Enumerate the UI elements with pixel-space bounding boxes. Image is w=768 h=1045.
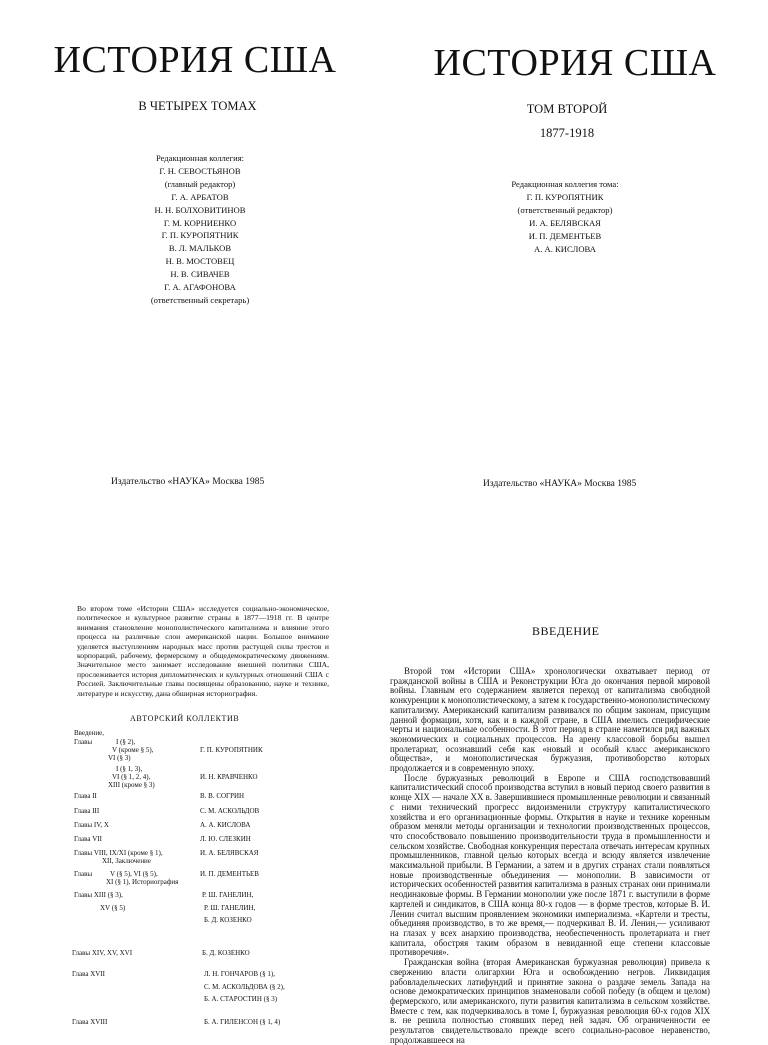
- author-chapter: V (кроме § 5),: [112, 746, 154, 754]
- author-chapter: VI (§ 1, 2, 4),: [112, 773, 151, 781]
- author-name: В. В. СОГРИН: [200, 792, 245, 800]
- author-name: И. А. БЕЛЯВСКАЯ: [200, 849, 259, 857]
- author-name: Г. П. КУРОПЯТНИК: [200, 746, 263, 754]
- author-chapter: XIII (кроме § 3): [108, 781, 155, 789]
- board-heading: Редакционная коллегия тома:: [511, 179, 619, 189]
- author-chapter: Глава II: [74, 792, 97, 800]
- board-heading: Редакционная коллегия:: [155, 153, 245, 163]
- introduction-paragraph: Гражданская война (вторая Американская буржуазная революция) привела к свержению власти олигархии Юга и освобождению негров. Ликвидация рабовладельческих латифундий и принятие закона о раздаче земель Запада на основе демократических принципов знаменовали собой победу (в общем и целом) фермерского, или американского, пути развития капитализма в сельском хозяйстве. Вместе с тем, как подчеркивалось в томе I, буржуазная революция 60-х годов XIX в. не решила полностью стоявших перед ней задач. Об ограниченности ее результатов свидетельствовало прежде всего социально-расовое неравенство, продолжавшееся на: [390, 957, 710, 1045]
- author-name: Б. А. СТАРОСТИН (§ 3): [204, 995, 278, 1003]
- board-member: Г. М. КОРНИЕНКО: [163, 217, 237, 228]
- author-name: Л. Н. ГОНЧАРОВ (§ 1),: [204, 970, 276, 978]
- author-chapter: Главы IV, X: [74, 821, 109, 829]
- author-chapter: Главы: [74, 870, 93, 878]
- right-publisher: Издательство «НАУКА» Москва 1985: [483, 479, 637, 489]
- board-member: В. Л. МАЛЬКОВ: [168, 243, 232, 254]
- board-member: Г. А. АРБАТОВ: [171, 191, 229, 202]
- author-name: Р. Ш. ГАНЕЛИН,: [202, 891, 254, 899]
- board-member: Г. А. АГАФОНОВА: [164, 282, 236, 293]
- introduction-heading: ВВЕДЕНИЕ: [532, 624, 600, 638]
- author-name: И. Н. КРАВЧЕНКО: [200, 773, 258, 781]
- left-publisher: Издательство «НАУКА» Москва 1985: [111, 477, 265, 487]
- board-member: И. А. БЕЛЯВСКАЯ: [529, 217, 601, 228]
- board-member: Г. П. КУРОПЯТНИК: [526, 191, 604, 202]
- left-editorial-board: [100, 152, 300, 307]
- right-volume: ТОМ ВТОРОЙ: [526, 102, 608, 116]
- author-chapter: XI (§ 1), Историография: [106, 878, 179, 886]
- right-title: ИСТОРИЯ США: [433, 42, 717, 84]
- author-chapter: Главы VIII, IX/XI (кроме § 1),: [74, 849, 163, 857]
- author-chapter: XV (§ 5): [100, 904, 126, 912]
- board-member: Г. П. КУРОПЯТНИК: [161, 230, 239, 241]
- introduction-paragraph: Второй том «Истории США» хронологически охватывает период от гражданской войны в США и Реконструкции Юга до окончания первой мировой войны. Главным его содержанием является переход от капитализма свободной конкуренции к монополистическому, а затем к государственно-монополистическому капитализму. Американский капитализм развивался по общим законам, присущим данной формации, хотя, как и в каждой стране, в США имелись специфические черты и национальные особенности. В этот период в стране наметился ряд важных экономических и социальных процессов. На арену классовой борьбы вышел пролетариат, осознавший себя как «новый и особый класс американского общества», и монополистическая буржуазия, противоборство которых продолжается и в современную эпоху.: [390, 666, 710, 774]
- author-name: Р. Ш. ГАНЕЛИН,: [204, 904, 256, 912]
- board-member: Н. В. МОСТОВЕЦ: [165, 256, 235, 267]
- board-member-role: (главный редактор): [164, 178, 236, 189]
- board-member-role: (ответственный секретарь): [150, 294, 250, 305]
- author-name: С. М. АСКОЛЬДОВА (§ 2),: [204, 983, 285, 991]
- left-title: ИСТОРИЯ США: [53, 39, 337, 81]
- author-name: И. П. ДЕМЕНТЬЕВ: [200, 870, 259, 878]
- author-name: Б. Д. КОЗЕНКО: [204, 916, 252, 924]
- author-chapter: Глава VII: [74, 835, 102, 843]
- board-member: И. П. ДЕМЕНТЬЕВ: [528, 230, 602, 241]
- author-chapter: Главы XIV, XV, XVI: [72, 949, 133, 957]
- author-chapter: I (§ 2),: [116, 738, 136, 746]
- authors-list: [74, 729, 364, 1024]
- board-member-role: (ответственный редактор): [517, 204, 613, 215]
- author-chapter: I (§ 1, 3),: [116, 765, 143, 773]
- author-name: Б. А. ГИЛЕНСОН (§ 1, 4): [204, 1018, 281, 1026]
- author-chapter: Введение,: [74, 729, 104, 737]
- author-chapter: VI (§ 3): [108, 754, 131, 762]
- board-member: Н. Н. БОЛХОВИТИНОВ: [154, 204, 246, 215]
- board-member: А. А. КИСЛОВА: [534, 243, 596, 254]
- author-chapter: Главы: [74, 738, 93, 746]
- right-years: 1877-1918: [539, 126, 595, 140]
- author-chapter: Глава XVII: [72, 970, 105, 978]
- left-subtitle: В ЧЕТЫРЕХ ТОМАХ: [138, 99, 257, 113]
- introduction-paragraph: После буржуазных революций в Европе и США господствовавший капиталистический способ производства вступил в новый период своего развития в конце XIX — начале XX в. Завершившиеся промышленные революции и связанный с ними технический прогресс видоизменили структуру капиталистического хозяйства и его организационные формы. Открытия в науке и технике коренным образом меняли методы организации и технологии производственных процессов, что способствовало повышению производительности труда в промышленности и сельском хозяйстве. Свободная конкуренция перестала отвечать интересам крупных промышленников, главной целью которых всегда и всюду является извлечение максимальной прибыли. В Германии, а затем и в других странах стали появляться новые производственные объединения — монополии. В зависимости от исторических особенностей развития капитализма в разных странах они принимали неодинаковые формы. В Германии монополии уже после 1871 г. выступили в форме картелей и синдикатов, в США конца 80-х годов — в форме трестов, которые В. И. Ленин считал высшим проявлением экономики империализма. «Картели и тресты, объединяя производство, в то же время,— подчеркивал В. И. Ленин,— усиливают на глазах у всех анархию производства, необеспеченность пролетариата и гнет капитала, обостряя таким образом в невиданной еще степени классовые противоречия».: [390, 772, 710, 958]
- board-member: Н. В. СИВАЧЕВ: [170, 269, 230, 280]
- author-chapter: Глава XVIII: [72, 1018, 108, 1026]
- authors-heading: АВТОРСКИЙ КОЛЛЕКТИВ: [130, 714, 240, 723]
- author-name: Л. Ю. СЛЕЗКИН: [200, 835, 251, 843]
- annotation-paragraph: Во втором томе «Истории США» исследуется социально-экономическое, политическое и культурное развитие страны в 1877—1918 гг. В центре внимания становление монополистического капитализма и влияние этого процесса на различные слои американской нации. Большое внимание уделяется выступлениям народных масс против растущей силы трестов и корпораций, рабочему, фермерскому и общедемократическому движениям. Значительное место занимает исследование внешней политики США, прослеживается история дипломатических и культурных отношений США с Россией. Заключительные главы посвящены образованию, науке и технике, литературе и искусству, дана обширная историография.: [77, 604, 329, 698]
- right-editorial-board: [465, 178, 665, 255]
- author-chapter: V (§ 5), VI (§ 5),: [110, 870, 158, 878]
- author-chapter: Глава III: [74, 807, 100, 815]
- author-chapter: Главы XIII (§ 3),: [74, 891, 123, 899]
- author-name: А. А. КИСЛОВА: [200, 821, 251, 829]
- board-member: Г. Н. СЕВОСТЬЯНОВ: [159, 165, 241, 176]
- author-name: С. М. АСКОЛЬДОВ: [200, 807, 260, 815]
- author-name: Б. Д. КОЗЕНКО: [202, 949, 250, 957]
- author-chapter: XII, Заключение: [102, 857, 151, 865]
- introduction-text: [390, 666, 710, 1045]
